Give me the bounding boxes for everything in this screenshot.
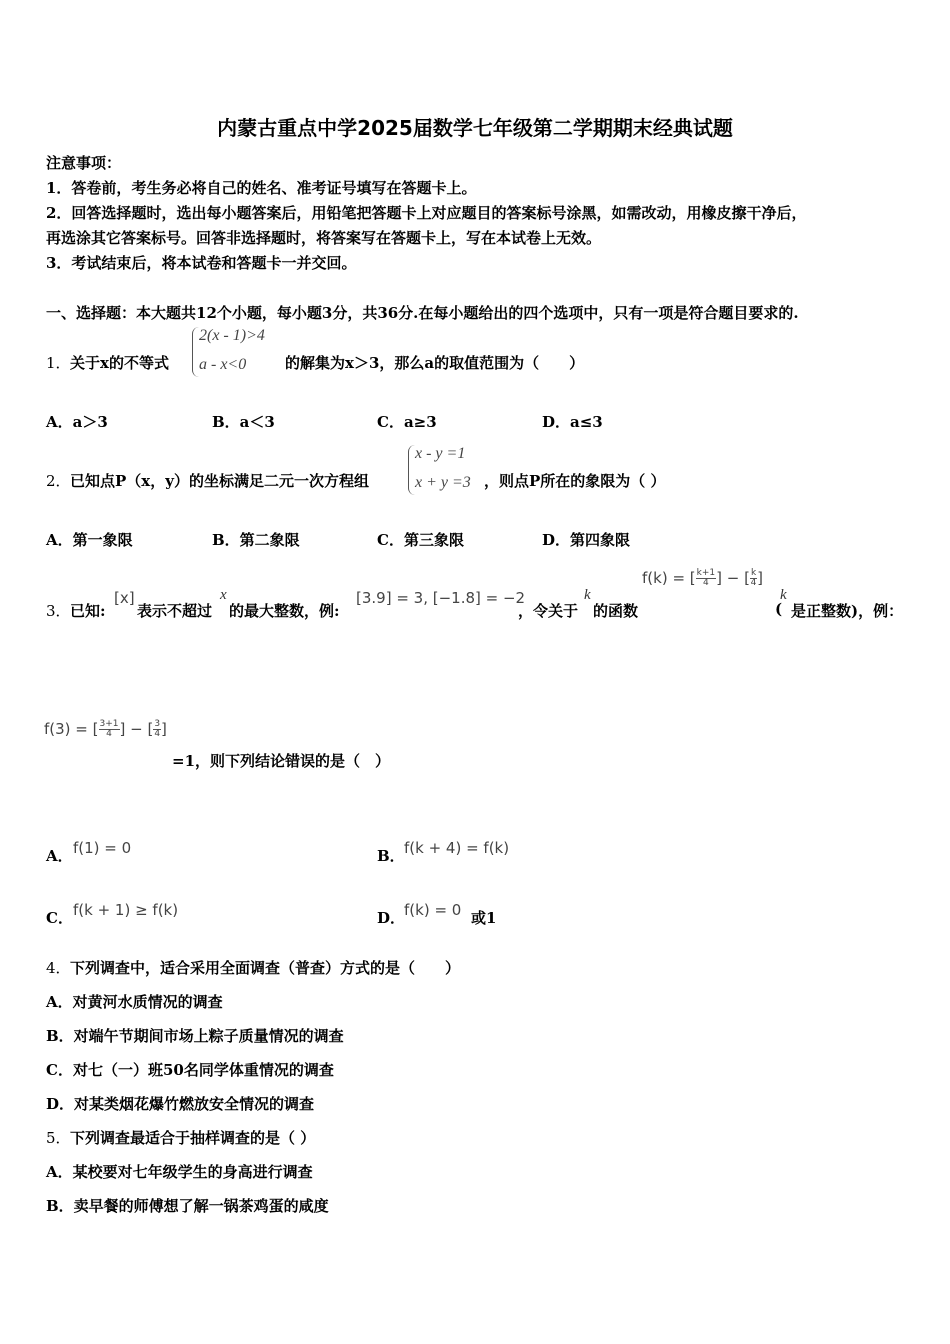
inequality-line-2: a - x<0 (199, 356, 247, 373)
question-text-tail: ，则点P所在的象限为（ ） (484, 472, 666, 490)
question-text: ，令关于 (518, 602, 579, 620)
question-text: 的最大整数，例: (229, 602, 340, 620)
option-b-formula: f(k + 4) = f(k) (404, 839, 510, 857)
option-a[interactable]: A．第一象限 (46, 531, 133, 549)
function-definition: f(k) = [ $\frac{k+1}{4}$ ] − [ $\frac{k}{4}$ ] (642, 568, 764, 588)
question-number: 2． (46, 472, 71, 490)
option-d[interactable]: D．对某类烟花爆竹燃放安全情况的调查 (46, 1095, 315, 1113)
variable-k: k (780, 587, 787, 603)
option-b[interactable]: B．a＜3 (212, 413, 275, 431)
question-number: 3． (46, 602, 71, 620)
question-text: 已知点P（x，y）的坐标满足二元一次方程组 (70, 472, 369, 490)
option-d-tail: 或1 (471, 909, 497, 927)
floor-example: [3.9] = 3, [−1.8] = −2 (356, 589, 526, 607)
section-heading: 一、选择题：本大题共12个小题，每小题3分，共36分.在每小题给出的四个选项中，只有一项是符合题目要求的. (46, 304, 799, 322)
question-text: 表示不超过 (137, 602, 213, 620)
floor-notation: [x] (114, 589, 135, 607)
option-c-formula: f(k + 1) ≥ f(k) (73, 901, 179, 919)
variable-k: k (584, 587, 591, 603)
inequality-line-1: 2(x - 1)>4 (199, 327, 265, 344)
option-a[interactable]: A． (46, 847, 73, 865)
option-d[interactable]: D．第四象限 (542, 531, 631, 549)
notice-heading: 注意事项： (46, 154, 122, 172)
question-number: 5． (46, 1129, 71, 1147)
question-text: 的函数 (593, 602, 639, 620)
option-c[interactable]: C．对七（一）班50名同学体重情况的调查 (46, 1061, 334, 1079)
option-b[interactable]: B．第二象限 (212, 531, 300, 549)
notice-item-2b: 再选涂其它答案标号。回答非选择题时，将答案写在答题卡上，写在本试卷上无效。 (46, 229, 602, 247)
page-title: 内蒙古重点中学2025届数学七年级第二学期期末经典试题 (217, 116, 733, 140)
equation-brace (408, 445, 415, 495)
option-d-formula: f(k) = 0 (404, 901, 462, 919)
option-b[interactable]: B．卖早餐的师傅想了解一锅茶鸡蛋的咸度 (46, 1197, 329, 1215)
option-a[interactable]: A．对黄河水质情况的调查 (46, 993, 223, 1011)
question-text: 关于x的不等式 (70, 354, 169, 372)
option-b[interactable]: B．对端午节期间市场上粽子质量情况的调查 (46, 1027, 344, 1045)
paren-open: ( (775, 600, 783, 618)
notice-item-2a: 2．回答选择题时，选出每小题答案后，用铅笔把答题卡上对应题目的答案标号涂黑，如需改动，用橡皮擦干净后， (46, 204, 807, 222)
option-d[interactable]: D． (377, 909, 406, 927)
option-b[interactable]: B． (377, 847, 405, 865)
variable-x: x (220, 587, 227, 603)
equation-line-1: x - y =1 (415, 445, 466, 462)
example-f3: f(3) = [ $\frac{3+1}{4}$ ] − [ $\frac{3}{4}$ ] (44, 719, 167, 739)
option-a[interactable]: A．a＞3 (46, 413, 108, 431)
notice-item-3: 3．考试结束后，将本试卷和答题卡一并交回。 (46, 254, 357, 272)
question-text: 已知: (70, 602, 106, 620)
question-number: 4． (46, 959, 71, 977)
option-c[interactable]: C．a≥3 (377, 413, 437, 431)
option-c[interactable]: C． (46, 909, 73, 927)
option-d[interactable]: D．a≤3 (542, 413, 603, 431)
equation-brace (192, 327, 199, 377)
notice-item-1: 1．答卷前，考生务必将自己的姓名、准考证号填写在答题卡上。 (46, 179, 477, 197)
question-text: 是正整数)，例： (791, 602, 904, 620)
option-a[interactable]: A．某校要对七年级学生的身高进行调查 (46, 1163, 313, 1181)
question-text: 下列调查最适合于抽样调查的是（ ） (70, 1129, 316, 1147)
option-a-formula: f(1) = 0 (73, 839, 132, 857)
question-text: =1，则下列结论错误的是（ ） (172, 752, 391, 770)
question-text: 下列调查中，适合采用全面调查（普查）方式的是（ ） (70, 959, 461, 977)
equation-line-2: x + y =3 (415, 474, 471, 491)
option-c[interactable]: C．第三象限 (377, 531, 464, 549)
question-text-tail: 的解集为x＞3，那么a的取值范围为（ ） (285, 354, 585, 372)
question-number: 1． (46, 354, 71, 372)
